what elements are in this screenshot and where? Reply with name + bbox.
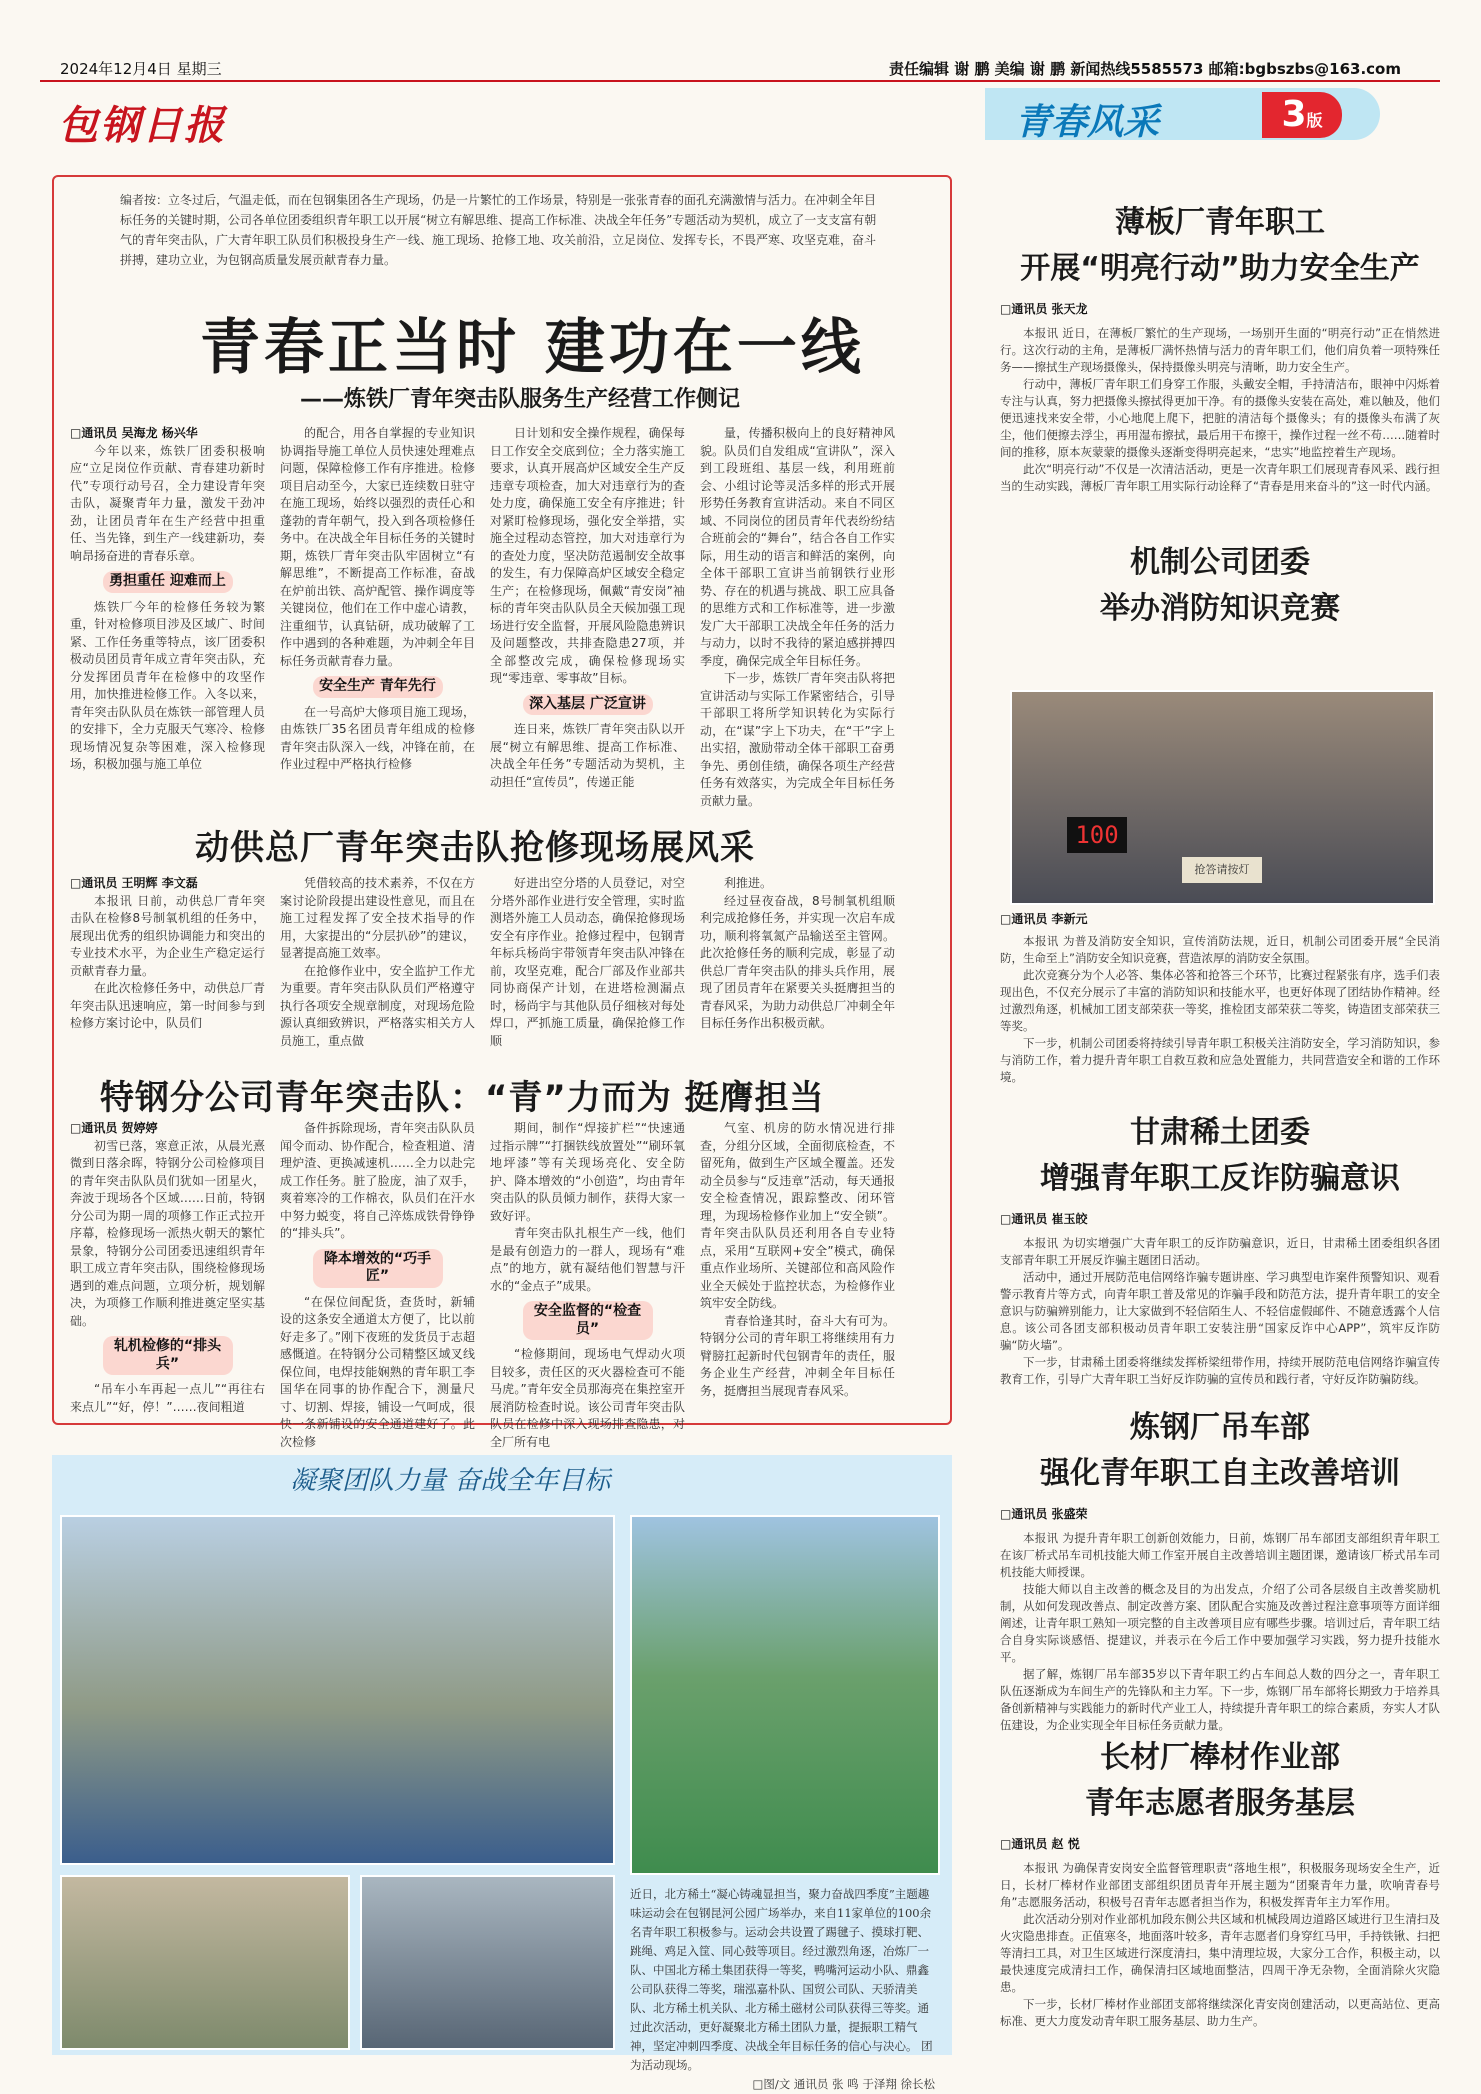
r1-byline: □通讯员 张天龙 xyxy=(1000,302,1088,316)
paragraph: 此次竞赛分为个人必答、集体必答和抢答三个环节，比赛过程紧张有序，选手们表现出色，不仅充分展示了丰富的消防知识和技能水平，也更好体现了团结协作精神。经过激烈角逐，机械加工团支部荣获一等奖，推检团支部荣获二等奖，铸造团支部荣获三等奖。 xyxy=(1000,968,1440,1033)
photo-credit: □图/文 通讯员 张 鸣 于泽翔 徐长松 xyxy=(752,2077,935,2091)
a3-col-1 xyxy=(70,1120,265,1416)
photo-feature-title: 凝聚团队力量 奋战全年目标 xyxy=(290,1466,611,1496)
paragraph: 本报讯 为确保青安岗安全监督管理职责“落地生根”，积极服务现场安全生产，近日，长材厂棒材作业部团支部组织团员青年开展主题为“团聚青年力量，吹响青春号角”志愿服务活动，积极号召青年志愿者担当作为，积极发挥青年主力军作用。 xyxy=(1000,1861,1440,1909)
paragraph: “检修期间，现场电气焊动火项目较多，责任区的灭火器检查可不能马虎。”青年安全员那海亮在集控室开展消防检查时说。该公司青年突击队队员在检修中深入现场排查隐患，对全厂所有电 xyxy=(490,1347,685,1449)
r5-title-line-1: 长材厂棒材作业部 xyxy=(1100,1740,1340,1775)
photo-game-image xyxy=(60,1875,350,2050)
paragraph: 下一步，机制公司团委将持续引导青年职工积极关注消防安全，学习消防知识，参与消防工作，着力提升青年职工自救互救和应急处置能力，共同营造安全和谐的工作环境。 xyxy=(1000,1036,1440,1084)
paragraph: “吊车小车再起一点儿”“再往右来点儿”“好，停！”……夜间粗道 xyxy=(70,1382,265,1414)
paragraph: 备件拆除现场，青年突击队队员闻令而动、协作配合，检查粗道、清理炉渣、更换减速机……全力以赴完成工作任务。脏了脸庞，油了双手，爽着寒冷的工作棉衣，队员们在汗水中努力蜕变，将自己淬炼成铁骨铮铮的“排头兵”。 xyxy=(280,1121,475,1240)
photo-group-image xyxy=(60,1515,615,1865)
feature-subheadline: ——炼铁厂青年突击队服务生产经营工作侧记 xyxy=(300,387,741,412)
paragraph: 此次活动分别对作业部机加段东侧公共区域和机械段周边道路区域进行卫生清扫及火灾隐患排查。正值寒冬，地面落叶较多，青年志愿者们身穿红马甲，手持铁锹、扫把等清扫工具，对卫生区域进行深度清扫，集中清理垃圾，大家分工合作，积极主动，以最快速度完成清扫工作，确保清扫区域地面整洁，四周干净无杂物，全面消除火灾隐患。 xyxy=(1000,1912,1440,1994)
photo-sports-image xyxy=(630,1515,940,1875)
subhead: 轧机检修的“排头兵” xyxy=(103,1336,233,1375)
article-3-headline: 特钢分公司青年突击队：“青”力而为 挺膺担当 xyxy=(100,1078,825,1118)
paragraph: 据了解，炼钢厂吊车部35岁以下青年职工约占车间总人数的四分之一，青年职工队伍逐渐成为车间生产的先锋队和主力军。下一步，炼钢厂吊车部将长期致力于培养具备创新精神与实践能力的新时代产业工人，持续提升青年职工的综合素质，夯实人才队伍建设，为企业实现全年目标任务贡献力量。 xyxy=(1000,1667,1440,1732)
r4-title-line-1: 炼钢厂吊车部 xyxy=(1130,1410,1310,1445)
editor-note: 编者按：立冬过后，气温走低，而在包钢集团各生产现场，仍是一片繁忙的工作场景，特别是一张张青春的面孔充满激情与活力。在冲刺全年目标任务的关键时期，公司各单位团委组织青年职工以开展“树立有解思维、提高工作标准、决战全年任务”专题活动为契机，成立了一支支富有朝气的青年突击队，广大青年职工队员们积极投身生产一线、施工现场、抢修工地、攻关前沿，立足岗位、发挥专长，不畏严寒、攻坚克难，奋斗拼搏，建功立业，为包钢高质量发展贡献青春力量。 xyxy=(120,193,877,267)
paragraph: 在抢修作业中，安全监护工作尤为重要。青年突击队队员们严格遵守执行各项安全规章制度，对现场危险源认真细致辨识，严格落实相关方人员施工，重点做 xyxy=(280,963,475,1048)
paragraph: 在一号高炉大修项目施工现场，由炼铁厂35名团员青年组成的检修青年突击队深入一线，冲锋在前，在作业过程中严格执行检修 xyxy=(280,704,475,771)
a3-col-2 xyxy=(280,1120,475,1451)
photo-jump-image xyxy=(360,1875,615,2050)
a3-col-4 xyxy=(700,1120,895,1400)
paragraph: 今年以来，炼铁厂团委积极响应“立足岗位作贡献、青春建功新时代”专项行动号召，全力建设青年突击队，凝聚青年力量，激发干劲冲劲，让团员青年在生产经营中担重任、当先锋，到生产一线建新功，奏响昂扬奋进的青春乐章。 xyxy=(70,443,265,563)
paragraph: 炼铁厂今年的检修任务较为繁重，针对检修项目涉及区域广、时间紧、工作任务重等特点，该厂团委积极动员团员青年成立青年突击队，充分发挥团员青年在检修中的攻坚作用，加快推进检修工作。入冬以来，青年突击队队员在炼铁一部管理人员的安排下，全力克服天气寒冷、检修现场情况复杂等困难，深入检修现场，积极加强与施工单位 xyxy=(70,599,265,771)
paragraph: “在保位间配货，查货时，新辅设的这条安全通道太方便了，比以前好走多了。”刚下夜班的发货员于志超感慨道。在特钢分公司精整区域叉线保位间，电焊技能娴熟的青年职工李国华在同事的协作配合下，测量尺寸、切割、焊接，铺设一气呵成，很快一条新铺设的安全通道建好了。此次检修 xyxy=(280,1294,475,1449)
paragraph: 好进出空分塔的人员登记，对空分塔外部作业进行安全管理，实时监测塔外施工人员动态，确保抢修现场安全有序作业。抢修过程中，包钢青年标兵杨尚宇带领青年突击队冲锋在前，攻坚克难，配合厂部及作业部共同协商保产计划，在进塔检测漏点时，杨尚宇与其他队员仔细核对每处焊口，严抓施工质量，确保抢修工作顺 xyxy=(490,876,685,1048)
article-r3 xyxy=(1000,1110,1440,1388)
contest-photo xyxy=(1010,690,1435,905)
paragraph: 利推进。 xyxy=(724,876,773,890)
score-display: 100 xyxy=(1067,817,1127,853)
r5-title-line-2: 青年志愿者服务基层 xyxy=(1085,1786,1355,1821)
feature-col-2 xyxy=(280,425,475,774)
article-2-headline: 动供总厂青年突击队抢修现场展风采 xyxy=(195,828,755,868)
paragraph: 凭借较高的技术素养，不仅在方案讨论阶段提出建设性意见，而且在施工过程发挥了安全技术指导的作用，大家提出的“分层扒砂”的建议，显著提高施工效率。 xyxy=(280,876,475,960)
paragraph: 活动中，通过开展防范电信网络诈骗专题讲座、学习典型电诈案件预警知识、观看警示教育片等方式，向青年职工普及常见的诈骗手段和防范方法，提升青年职工的安全意识与防骗辨别能力，让大家做到不轻信陌生人、不轻信虚假邮件、不随意透露个人信息。该公司各团支部积极动员青年职工安装注册“国家反诈中心APP”，筑牢反诈防骗“防火墙”。 xyxy=(1000,1270,1440,1352)
table-sign: 抢答请按灯 xyxy=(1182,857,1262,883)
r1-title-line-1: 薄板厂青年职工 xyxy=(1115,205,1325,240)
paragraph: 行动中，薄板厂青年职工们身穿工作服，头戴安全帽，手持清洁布，眼神中闪烁着专注与认真，努力把摄像头擦拭得更加干净。有的摄像头安装在高处，难以触及，他们便迅速找来安全带，小心地爬上爬下，把脏的清洁每个摄像头；有的摄像头布满了灰尘，他们便擦去浮尘，再用湿布擦拭，最后用干布擦干，操作过程一丝不苟……随着时间的推移，原本灰蒙蒙的摄像头逐渐变得明亮起来，“忠实”地监控着生产现场。 xyxy=(1000,377,1440,459)
r3-title-line-2: 增强青年职工反诈防骗意识 xyxy=(1040,1161,1400,1196)
subhead: 深入基层 广泛宣讲 xyxy=(523,694,653,716)
a3-col-3 xyxy=(490,1120,685,1451)
paragraph: 在此次检修任务中，动供总厂青年突击队迅速响应，第一时间参与到检修方案讨论中，队员们 xyxy=(70,981,265,1030)
r3-byline: □通讯员 崔玉皎 xyxy=(1000,1212,1088,1226)
article-r4 xyxy=(1000,1405,1440,1734)
article-r5 xyxy=(1000,1735,1440,2030)
paragraph: 青年突击队扎根生产一线，他们是最有创造力的一群人，现场有“难点”的地方，就有凝结他们智慧与汗水的“金点子”成果。 xyxy=(490,1226,685,1293)
paragraph: 本报讯 为提升青年职工创新创效能力，日前，炼钢厂吊车部团支部组织青年职工在该厂桥式吊车司机技能大师工作室开展自主改善培训主题团课，邀请该厂桥式吊车司机技能大师授课。 xyxy=(1000,1531,1440,1579)
paragraph: 连日来，炼铁厂青年突击队以开展“树立有解思维、提高工作标准、决战全年任务”专题活动为契机，主动担任“宣传员”，传递正能 xyxy=(490,722,685,789)
subhead: 安全监督的“检查员” xyxy=(523,1301,653,1340)
paragraph: 经过昼夜奋战，8号制氧机组顺利完成抢修任务，并实现一次启车成功，顺利将氧氮产品输送至主管网。此次抢修任务的顺利完成，彰显了动供总厂青年突击队的排头兵作用，展现了团员青年在紧要关头挺膺担当的青春风采，为助力动供总厂冲刺全年目标任务作出积极贡献。 xyxy=(700,893,895,1030)
r2-byline: □通讯员 李新元 xyxy=(1000,912,1088,926)
paragraph: 下一步，甘肃稀土团委将继续发挥桥梁纽带作用，持续开展防范电信网络诈骗宣传教育工作，引导广大青年职工当好反诈防骗的宣传员和践行者，守好反诈防骗防线。 xyxy=(1000,1355,1440,1386)
a2-col-2 xyxy=(280,875,475,1050)
issue-date: 2024年12月4日 星期三 xyxy=(60,60,222,78)
editor-line: 责任编辑 谢 鹏 美编 谢 鹏 新闻热线5585573 邮箱:bgbszbs@163.com xyxy=(889,60,1401,78)
caption-text: 近日，北方稀土“凝心铸魂显担当，聚力奋战四季度”主题趣味运动会在包钢昆河公园广场举办，来自11家单位的100余名青年职工积极参与。运动会共设置了踢毽子、摸球打靶、跳绳、鸡足入筐、同心鼓等项目。经过激烈角逐，冶炼厂一队、中国北方稀土集团获得一等奖，鸭嘴河运动小队、鼎鑫公司队获得二等奖，瑞泓嘉朴队、国贸公司队、天骄清美队、北方稀土机关队、北方稀土磁材公司队获得三等奖。通过此次活动，更好凝聚北方稀土团队力量，提振职工精气神，坚定冲刺四季度、决战全年目标任务的信心与决心。 团为活动现场。 xyxy=(630,1887,933,2072)
paragraph: 此次“明亮行动”不仅是一次清洁活动，更是一次青年职工们展现青春风采、践行担当的生动实践，薄板厂青年职工用实际行动诠释了“青春是用来奋斗的”这一时代内涵。 xyxy=(1000,462,1440,493)
article-r1 xyxy=(1000,200,1440,495)
paragraph: 青春恰逢其时，奋斗大有可为。特钢分公司的青年职工将继续用有力臂膀扛起新时代包钢青年的责任，服务企业生产经营，冲刺全年目标任务，挺膺担当展现青春风采。 xyxy=(700,1313,895,1398)
a2-byline: □通讯员 王明辉 李文磊 xyxy=(70,876,198,890)
newspaper-logo: 包钢日报 xyxy=(58,102,226,149)
r4-byline: □通讯员 张盛荣 xyxy=(1000,1507,1088,1521)
paragraph: 本报讯 为切实增强广大青年职工的反诈防骗意识，近日，甘肃稀土团委组织各团支部青年职工开展反诈骗主题团日活动。 xyxy=(1000,1236,1440,1267)
photo-caption xyxy=(630,1885,935,2094)
r2-title-line-1: 机制公司团委 xyxy=(1130,545,1310,580)
header-rule xyxy=(40,80,1440,82)
paragraph: 量，传播积极向上的良好精神风貌。队员们自发组成“宣讲队”，深入到工段班组、基层一线，利用班前会、小组讨论等灵活多样的形式开展形势任务教育宣讲活动。来自不同区域、不同岗位的团员青年代表纷纷结合班前会的“舞台”，结合各自工作实际，用生动的语言和鲜活的案例，向全体干部职工宣讲当前钢铁行业形势、存在的机遇与挑战、职工应具备的思维方式和工作标准等，进一步激发广大干部职工决战全年任务的活力与动力，以时不我待的紧迫感拼搏四季度，确保完成全年目标任务。 xyxy=(700,426,895,668)
a3-byline: □通讯员 贺婷婷 xyxy=(70,1121,158,1135)
subhead: 安全生产 青年先行 xyxy=(313,676,443,698)
r4-title-line-2: 强化青年职工自主改善培训 xyxy=(1040,1456,1400,1491)
page-number-badge: 3版 xyxy=(1262,92,1342,138)
a2-col-1 xyxy=(70,875,265,1033)
paragraph: 日计划和安全操作规程，确保每日工作安全交底到位；全力落实施工要求，认真开展高炉区域安全生产反违章专项检查，加大对违章行为的查处力度，确保施工安全有序推进；针对紧盯检修现场，强化安全举措，实施全过程动态管控，加大对违章行为的查处力度，坚决防范遏制安全故事的发生，有力保障高炉区域安全稳定生产；在检修现场，佩戴“青安岗”袖标的青年突击队队员全天候加强工现场进行安全监督，开展风险隐患辨识及问题整改，共排查隐患27项，并全部整改完成，确保检修现场实现“零违章、零事故”目标。 xyxy=(490,426,685,685)
paragraph: 技能大师以自主改善的概念及目的为出发点，介绍了公司各层级自主改善奖励机制，从如何发现改善点、制定改善方案、团队配合实施及改善过程注意事项等方面详细阐述，让青年职工熟知一项完整的自主改善项目应有哪些步骤。培训过后，青年职工结合自身实际谈感悟、提建议，并表示在今后工作中要加强学习实践，努力提升技能水平。 xyxy=(1000,1582,1440,1664)
paragraph: 气室、机房的防水情况进行排查，分组分区域，全面彻底检查，不留死角，做到生产区域全覆盖。还发动全员参与“反违章”活动，每天通报安全检查情况，跟踪整改、闭环管理，为现场检修作业加上“安全锁”。青年突击队队员还利用各自专业特点，采用“互联网+安全”模式，确保重点作业场所、关键部位和高风险作业全天候处于监控状态，为检修作业筑牢安全防线。 xyxy=(700,1121,895,1310)
paragraph: 期间，制作“焊接扩栏”“快速通过指示牌”“打捆铁线放置处”“刷环氧地坪漆”等有关现场亮化、安全防护、降本增效的“小创造”，均由青年突击队的队员倾力制作，获得大家一致好评。 xyxy=(490,1121,685,1223)
article-r2 xyxy=(1000,910,1440,1086)
section-title: 青春风采 xyxy=(1015,101,1160,143)
subhead: 勇担重任 迎难而上 xyxy=(103,571,233,593)
feature-col-1 xyxy=(70,425,265,774)
a2-col-4 xyxy=(700,875,895,1033)
paragraph: 本报讯 为普及消防安全知识，宣传消防法规，近日，机制公司团委开展“全民消防，生命至上”消防安全知识竞赛，营造浓厚的消防安全氛围。 xyxy=(1000,934,1440,965)
r3-title-line-1: 甘肃稀土团委 xyxy=(1130,1115,1310,1150)
paragraph: 初雪已落，寒意正浓，从晨光熹微到日落余晖，特钢分公司检修项目的青年突击队队员们犹如一团星火，奔波于现场各个区域……日前，特钢分公司为期一周的项修工作正式拉开序幕，检修现场一派热火朝天的繁忙景象，特钢分公司团委迅速组织青年职工成立青年突击队，围绕检修现场遇到的难点问题，立项分析，规划解决，为项修工作顺利推进奠定坚实基础。 xyxy=(70,1138,265,1328)
paragraph: 本报讯 日前，动供总厂青年突击队在检修8号制氧机组的任务中，展现出优秀的组织协调能力和突出的专业技术水平，为企业生产稳定运行贡献青春力量。 xyxy=(70,893,265,978)
feature-headline: 青春正当时 建功在一线 xyxy=(200,313,865,383)
r2-title-line-2: 举办消防知识竞赛 xyxy=(1100,591,1340,626)
article-r2-heading xyxy=(1000,540,1440,632)
r1-title-line-2: 开展“明亮行动”助力安全生产 xyxy=(1020,251,1420,286)
feature-byline: □通讯员 吴海龙 杨兴华 xyxy=(70,426,198,440)
subhead: 降本增效的“巧手匠” xyxy=(313,1249,443,1288)
paragraph: 下一步，炼铁厂青年突击队将把宣讲活动与实际工作紧密结合，引导干部职工将所学知识转化为实际行动，在“谋”字上下功夫，在“干”字上出实招，激励带动全体干部职工奋勇争先、勇创佳绩，确保各项生产经营任务有效落实，为完成全年目标任务贡献力量。 xyxy=(700,671,895,808)
feature-col-4 xyxy=(700,425,895,810)
a2-col-3 xyxy=(490,875,685,1050)
r5-byline: □通讯员 赵 悦 xyxy=(1000,1837,1080,1851)
feature-col-3 xyxy=(490,425,685,791)
paragraph: 本报讯 近日，在薄板厂繁忙的生产现场，一场别开生面的“明亮行动”正在悄然进行。这次行动的主角，是薄板厂满怀热情与活力的青年职工们，他们肩负着一项特殊任务——擦拭生产现场摄像头，保持摄像头明亮与清晰，助力安全生产。 xyxy=(1000,326,1440,374)
paragraph: 的配合，用各自掌握的专业知识协调指导施工单位人员快速处理难点问题，保障检修工作有序推进。检修项目启动至今，大家已连续数日驻守在施工现场，始终以强烈的责任心和蓬勃的青年朝气，投入到各项检修任务中。在决战全年目标任务的关键时期，炼铁厂青年突击队牢固树立“有解思维”，不断提高工作标准，奋战在炉前出铁、高炉配管、操作调度等关键岗位，他们在工作中虚心请教，注重细节，认真钻研，成功破解了工作中遇到的各种难题，为冲刺全年目标任务贡献青春力量。 xyxy=(280,426,475,668)
paragraph: 下一步，长材厂棒材作业部团支部将继续深化青安岗创建活动，以更高站位、更高标准、更大力度发动青年职工服务基层、助力生产。 xyxy=(1000,1997,1440,2028)
